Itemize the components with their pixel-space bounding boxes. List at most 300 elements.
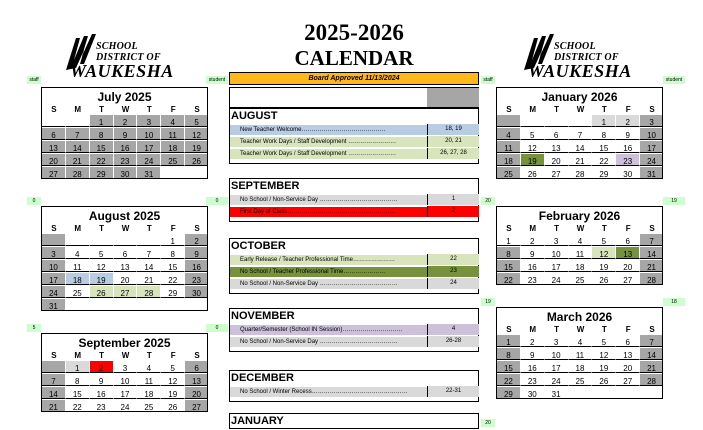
calendar-day bbox=[161, 299, 185, 311]
calendar-day bbox=[640, 387, 663, 399]
calendar-day: 23 bbox=[521, 374, 545, 386]
calendar-day: 21 bbox=[137, 273, 161, 285]
calendar-month-title: March 2026 bbox=[546, 310, 613, 324]
calendar-day: 26 bbox=[185, 154, 208, 166]
calendar-day: 30 bbox=[114, 167, 138, 179]
calendar-day: 26 bbox=[592, 374, 616, 386]
board-approved-banner bbox=[229, 72, 479, 85]
weekday-header: M bbox=[529, 105, 537, 114]
calendar-day: 24 bbox=[640, 154, 663, 166]
calendar-day: 3 bbox=[640, 115, 663, 127]
calendar-day: 30 bbox=[185, 286, 208, 298]
calendar-day: 11 bbox=[569, 348, 593, 360]
calendar-day: 12 bbox=[592, 348, 616, 360]
weekday-header: F bbox=[170, 351, 176, 360]
page-title-calendar: CALENDAR bbox=[294, 46, 414, 70]
event-label: No School / Winter Recess………………………………………… bbox=[230, 386, 427, 397]
weekday-header: S bbox=[649, 105, 655, 114]
calendar-day: 19 bbox=[161, 387, 185, 399]
calendar-day: 16 bbox=[521, 361, 545, 373]
student-count: 0 bbox=[206, 197, 228, 205]
calendar-day: 12 bbox=[161, 374, 185, 386]
calendar-day: 26 bbox=[521, 167, 545, 179]
calendar-day: 18 bbox=[137, 387, 161, 399]
staff-count: 20 bbox=[481, 197, 495, 205]
calendar-day: 15 bbox=[90, 141, 114, 153]
calendar-day: 20 bbox=[42, 154, 66, 166]
calendar-day: 6 bbox=[185, 361, 208, 373]
calendar-day: 4 bbox=[569, 234, 593, 246]
weekday-header: S bbox=[194, 351, 200, 360]
calendar-day: 11 bbox=[137, 374, 161, 386]
calendar-day bbox=[592, 387, 616, 399]
weekday-header: F bbox=[625, 105, 631, 114]
calendar-day: 2 bbox=[616, 115, 640, 127]
calendar-day: 13 bbox=[616, 348, 640, 360]
logo-line-3: WAUKESHA bbox=[70, 61, 174, 81]
calendar-day bbox=[137, 234, 161, 246]
calendar-day: 15 bbox=[497, 260, 521, 272]
calendar-day: 22 bbox=[497, 374, 521, 386]
calendar-day: 3 bbox=[545, 335, 569, 347]
calendar-day: 14 bbox=[42, 387, 66, 399]
calendar-day: 18 bbox=[66, 273, 90, 285]
calendar-day bbox=[185, 299, 208, 311]
calendar-day: 23 bbox=[90, 400, 114, 412]
weekday-header: W bbox=[121, 105, 130, 114]
calendar-day: 13 bbox=[616, 247, 640, 259]
calendar-day: 3 bbox=[114, 361, 138, 373]
calendar-day: 31 bbox=[42, 299, 66, 311]
weekday-header: W bbox=[121, 351, 130, 360]
event-section-title: SEPTEMBER bbox=[231, 180, 300, 192]
calendar-day: 7 bbox=[640, 234, 663, 246]
staff-label: staff bbox=[27, 76, 41, 84]
weekday-header: T bbox=[99, 105, 105, 114]
student-count: 0 bbox=[206, 324, 228, 332]
weekday-header: T bbox=[146, 224, 152, 233]
calendar-day bbox=[569, 115, 593, 127]
event-section bbox=[229, 308, 479, 352]
calendar-day: 4 bbox=[161, 115, 185, 127]
weekday-header: F bbox=[170, 224, 176, 233]
calendar-day bbox=[545, 115, 569, 127]
weekday-header: M bbox=[74, 105, 82, 114]
calendar-day: 9 bbox=[521, 348, 545, 360]
event-label: Early Release / Teacher Professional Time………………… bbox=[230, 254, 427, 265]
weekday-header: M bbox=[74, 224, 82, 233]
calendar-day: 23 bbox=[114, 154, 138, 166]
calendar-day: 1 bbox=[497, 234, 521, 246]
calendar-day: 25 bbox=[66, 286, 90, 298]
calendar-day: 25 bbox=[569, 273, 593, 285]
calendar-day: 17 bbox=[545, 361, 569, 373]
calendar-day: 13 bbox=[185, 374, 208, 386]
calendar-day: 23 bbox=[521, 273, 545, 285]
calendar-day: 4 bbox=[569, 335, 593, 347]
calendar-day: 28 bbox=[640, 374, 663, 386]
calendar-day: 18 bbox=[569, 361, 593, 373]
event-label: No School / Non-Service Day ………………………………… bbox=[230, 336, 427, 347]
calendar-month-title: July 2025 bbox=[97, 90, 152, 104]
calendar-day: 3 bbox=[545, 234, 569, 246]
weekday-header: S bbox=[506, 105, 512, 114]
calendar-day: 25 bbox=[569, 374, 593, 386]
weekday-header: W bbox=[576, 105, 585, 114]
calendar-day: 6 bbox=[545, 128, 569, 140]
calendar-day: 12 bbox=[90, 260, 114, 272]
calendar-day: 26 bbox=[90, 286, 114, 298]
calendar-day: 23 bbox=[185, 273, 208, 285]
calendar-day: 10 bbox=[114, 374, 138, 386]
weekday-header: T bbox=[554, 325, 560, 334]
logo-line-1: SCHOOL bbox=[96, 41, 138, 52]
calendar-day: 7 bbox=[42, 374, 66, 386]
calendar-day: 6 bbox=[616, 335, 640, 347]
calendar-day: 18 bbox=[569, 260, 593, 272]
calendar-month-title: August 2025 bbox=[88, 209, 161, 223]
event-dates: 4 bbox=[427, 324, 479, 335]
weekday-header: T bbox=[146, 105, 152, 114]
calendar-day: 8 bbox=[66, 374, 90, 386]
calendar-day: 31 bbox=[640, 167, 663, 179]
calendar-day: 3 bbox=[42, 247, 66, 259]
calendar-day: 5 bbox=[185, 115, 208, 127]
calendar-day bbox=[114, 234, 138, 246]
calendar-day: 15 bbox=[66, 387, 90, 399]
event-section-title: OCTOBER bbox=[231, 240, 286, 252]
calendar-day: 7 bbox=[66, 128, 90, 140]
calendar-day: 26 bbox=[161, 400, 185, 412]
event-section bbox=[229, 413, 479, 429]
calendar-month-title: January 2026 bbox=[541, 90, 618, 104]
calendar-day: 16 bbox=[521, 260, 545, 272]
mini-calendar bbox=[496, 206, 663, 285]
calendar-day: 28 bbox=[569, 167, 593, 179]
calendar-day bbox=[66, 299, 90, 311]
calendar-day: 5 bbox=[592, 234, 616, 246]
staff-count: 0 bbox=[27, 197, 41, 205]
event-section-title: DECEMBER bbox=[231, 372, 294, 384]
calendar-day bbox=[66, 234, 90, 246]
weekday-header: T bbox=[601, 325, 607, 334]
calendar-day: 8 bbox=[90, 128, 114, 140]
calendar-day: 27 bbox=[545, 167, 569, 179]
calendar-day bbox=[616, 387, 640, 399]
calendar-day: 1 bbox=[497, 335, 521, 347]
calendar-day: 27 bbox=[185, 400, 208, 412]
event-dates: 20, 21 bbox=[427, 136, 479, 147]
calendar-day bbox=[90, 299, 114, 311]
calendar-day bbox=[114, 299, 138, 311]
calendar-day: 29 bbox=[497, 387, 521, 399]
calendar-day: 9 bbox=[114, 128, 138, 140]
calendar-day: 15 bbox=[592, 141, 616, 153]
calendar-day: 1 bbox=[90, 115, 114, 127]
calendar-day: 24 bbox=[137, 154, 161, 166]
logo-line-1: SCHOOL bbox=[554, 41, 596, 52]
event-dates: 26-28 bbox=[427, 336, 479, 347]
events-header-row bbox=[229, 87, 479, 108]
calendar-day: 17 bbox=[42, 273, 66, 285]
calendar-day: 2 bbox=[185, 234, 208, 246]
calendar-day: 10 bbox=[545, 348, 569, 360]
staff-count: 19 bbox=[481, 298, 495, 306]
calendar-day: 20 bbox=[616, 361, 640, 373]
weekday-header: W bbox=[576, 224, 585, 233]
calendar-day: 16 bbox=[616, 141, 640, 153]
calendar-day: 25 bbox=[161, 154, 185, 166]
calendar-day: 18 bbox=[161, 141, 185, 153]
event-section bbox=[229, 238, 479, 294]
logo-line-2: DISTRICT OF bbox=[554, 52, 619, 63]
calendar-day: 22 bbox=[66, 400, 90, 412]
calendar-day: 24 bbox=[545, 273, 569, 285]
calendar-day: 17 bbox=[545, 260, 569, 272]
calendar-day: 24 bbox=[545, 374, 569, 386]
calendar-day: 29 bbox=[161, 286, 185, 298]
calendar-day: 24 bbox=[42, 286, 66, 298]
calendar-day: 27 bbox=[114, 286, 138, 298]
calendar-day: 9 bbox=[521, 247, 545, 259]
calendar-day: 11 bbox=[497, 141, 521, 153]
calendar-day: 14 bbox=[66, 141, 90, 153]
weekday-header: T bbox=[554, 105, 560, 114]
weekday-header: W bbox=[121, 224, 130, 233]
event-section-title: AUGUST bbox=[231, 110, 278, 122]
event-dates: 23 bbox=[427, 266, 479, 277]
calendar-day: 17 bbox=[114, 387, 138, 399]
calendar-day: 27 bbox=[616, 273, 640, 285]
calendar-day: 22 bbox=[161, 273, 185, 285]
events-header-date-cell bbox=[427, 88, 479, 107]
calendar-day: 31 bbox=[545, 387, 569, 399]
calendar-day: 19 bbox=[90, 273, 114, 285]
calendar-day: 12 bbox=[521, 141, 545, 153]
calendar-day bbox=[521, 115, 545, 127]
calendar-day: 7 bbox=[569, 128, 593, 140]
weekday-header: T bbox=[99, 224, 105, 233]
calendar-day: 25 bbox=[137, 400, 161, 412]
calendar-day: 19 bbox=[592, 361, 616, 373]
calendar-day: 29 bbox=[90, 167, 114, 179]
calendar-day bbox=[90, 234, 114, 246]
calendar-day: 19 bbox=[592, 260, 616, 272]
calendar-day: 1 bbox=[66, 361, 90, 373]
weekday-header: S bbox=[51, 224, 57, 233]
staff-count: 20 bbox=[481, 419, 495, 427]
calendar-day: 29 bbox=[592, 167, 616, 179]
calendar-day: 28 bbox=[66, 167, 90, 179]
weekday-header: T bbox=[601, 224, 607, 233]
page-title-year: 2025-2026 bbox=[304, 20, 404, 45]
calendar-day bbox=[185, 167, 208, 179]
calendar-day: 20 bbox=[185, 387, 208, 399]
calendar-day: 7 bbox=[640, 335, 663, 347]
calendar-day bbox=[161, 167, 185, 179]
calendar-day: 22 bbox=[592, 154, 616, 166]
calendar-day: 6 bbox=[616, 234, 640, 246]
student-label: student bbox=[206, 76, 228, 84]
event-section-title: JANUARY bbox=[231, 415, 284, 427]
student-count: 18 bbox=[663, 298, 685, 306]
calendar-day bbox=[42, 115, 66, 127]
calendar-month-title: February 2026 bbox=[538, 209, 621, 223]
calendar-day: 4 bbox=[497, 128, 521, 140]
calendar-day: 14 bbox=[640, 348, 663, 360]
calendar-day: 28 bbox=[137, 286, 161, 298]
calendar-day: 16 bbox=[185, 260, 208, 272]
calendar-day: 6 bbox=[114, 247, 138, 259]
district-logo-right bbox=[520, 30, 655, 80]
calendar-day: 20 bbox=[545, 154, 569, 166]
event-section-title: NOVEMBER bbox=[231, 310, 295, 322]
weekday-header: S bbox=[194, 105, 200, 114]
calendar-day: 11 bbox=[569, 247, 593, 259]
calendar-day: 1 bbox=[161, 234, 185, 246]
calendar-day: 14 bbox=[137, 260, 161, 272]
event-dates: 26, 27, 28 bbox=[427, 148, 479, 159]
calendar-day: 10 bbox=[42, 260, 66, 272]
weekday-header: T bbox=[99, 351, 105, 360]
event-dates: 2 bbox=[427, 206, 479, 217]
calendar-day: 19 bbox=[185, 141, 208, 153]
calendar-day: 5 bbox=[90, 247, 114, 259]
calendar-day: 18 bbox=[497, 154, 521, 166]
weekday-header: S bbox=[51, 351, 57, 360]
calendar-day: 21 bbox=[66, 154, 90, 166]
mini-calendar bbox=[496, 87, 663, 179]
event-label: First Day of Class……………………………………………… bbox=[230, 206, 427, 217]
calendar-day: 11 bbox=[161, 128, 185, 140]
staff-count: 5 bbox=[27, 324, 41, 332]
calendar-day: 20 bbox=[114, 273, 138, 285]
calendar-day: 12 bbox=[185, 128, 208, 140]
calendar-day: 4 bbox=[137, 361, 161, 373]
calendar-day: 31 bbox=[137, 167, 161, 179]
event-dates: 18, 19 bbox=[427, 124, 479, 135]
calendar-day: 20 bbox=[616, 260, 640, 272]
calendar-day: 27 bbox=[42, 167, 66, 179]
mini-calendar bbox=[41, 333, 208, 412]
calendar-day: 26 bbox=[592, 273, 616, 285]
weekday-header: F bbox=[625, 325, 631, 334]
event-dates: 22-31 bbox=[427, 386, 479, 397]
weekday-header: F bbox=[170, 105, 176, 114]
calendar-day bbox=[42, 234, 66, 246]
event-section bbox=[229, 108, 479, 164]
calendar-day: 22 bbox=[90, 154, 114, 166]
weekday-header: M bbox=[529, 224, 537, 233]
event-label: Teacher Work Days / Staff Development …………………… bbox=[230, 148, 427, 159]
board-approved-text: Board Approved 11/13/2024 bbox=[308, 75, 400, 82]
calendar-day: 13 bbox=[545, 141, 569, 153]
mini-calendar bbox=[41, 206, 208, 311]
calendar-day: 23 bbox=[616, 154, 640, 166]
mini-calendar bbox=[41, 87, 208, 179]
calendar-month-title: September 2025 bbox=[78, 336, 171, 350]
calendar-day: 4 bbox=[66, 247, 90, 259]
calendar-day: 21 bbox=[640, 260, 663, 272]
logo-line-2: DISTRICT OF bbox=[96, 52, 161, 63]
calendar-day: 19 bbox=[521, 154, 545, 166]
weekday-header: W bbox=[576, 325, 585, 334]
weekday-header: S bbox=[194, 224, 200, 233]
weekday-header: S bbox=[649, 325, 655, 334]
event-dates: 24 bbox=[427, 278, 479, 289]
calendar-day: 28 bbox=[640, 273, 663, 285]
calendar-day: 27 bbox=[616, 374, 640, 386]
calendar-day: 30 bbox=[616, 167, 640, 179]
weekday-header: T bbox=[554, 224, 560, 233]
calendar-day: 14 bbox=[569, 141, 593, 153]
calendar-day: 17 bbox=[137, 141, 161, 153]
weekday-header: M bbox=[529, 325, 537, 334]
calendar-day: 13 bbox=[114, 260, 138, 272]
calendar-day: 5 bbox=[521, 128, 545, 140]
calendar-day: 12 bbox=[592, 247, 616, 259]
event-dates: 22 bbox=[427, 254, 479, 265]
calendar-day: 6 bbox=[42, 128, 66, 140]
calendar-day: 15 bbox=[497, 361, 521, 373]
calendar-day: 5 bbox=[592, 335, 616, 347]
weekday-header: S bbox=[506, 325, 512, 334]
calendar-day: 21 bbox=[640, 361, 663, 373]
calendar-day bbox=[66, 115, 90, 127]
calendar-day: 11 bbox=[66, 260, 90, 272]
event-label: No School / Non-Service Day ………………………………… bbox=[230, 278, 427, 289]
calendar-day: 25 bbox=[497, 167, 521, 179]
staff-label: staff bbox=[481, 76, 495, 84]
district-logo-left bbox=[62, 30, 197, 80]
calendar-day: 8 bbox=[497, 247, 521, 259]
calendar-day: 9 bbox=[616, 128, 640, 140]
weekday-header: M bbox=[74, 351, 82, 360]
calendar-day: 21 bbox=[569, 154, 593, 166]
calendar-day: 14 bbox=[640, 247, 663, 259]
event-label: No School / Teacher Professional Time………………… bbox=[230, 266, 427, 277]
calendar-day: 16 bbox=[114, 141, 138, 153]
calendar-day: 8 bbox=[161, 247, 185, 259]
event-dates: 1 bbox=[427, 194, 479, 205]
event-section bbox=[229, 370, 479, 402]
event-label: Quarter/Semester (School IN Session)………………………… bbox=[230, 324, 427, 335]
event-label: Teacher Work Days / Staff Development …………………… bbox=[230, 136, 427, 147]
calendar-day: 9 bbox=[185, 247, 208, 259]
calendar-day: 10 bbox=[545, 247, 569, 259]
weekday-header: T bbox=[146, 351, 152, 360]
calendar-day: 7 bbox=[137, 247, 161, 259]
calendar-day: 5 bbox=[161, 361, 185, 373]
calendar-day: 8 bbox=[497, 348, 521, 360]
event-label: New Teacher Welcome…………………………………… bbox=[230, 124, 427, 135]
calendar-day: 10 bbox=[137, 128, 161, 140]
calendar-day bbox=[137, 299, 161, 311]
calendar-day: 10 bbox=[640, 128, 663, 140]
weekday-header: S bbox=[506, 224, 512, 233]
logo-line-3: WAUKESHA bbox=[528, 61, 632, 81]
weekday-header: T bbox=[601, 105, 607, 114]
weekday-header: F bbox=[625, 224, 631, 233]
calendar-day: 2 bbox=[521, 234, 545, 246]
calendar-day: 1 bbox=[592, 115, 616, 127]
calendar-day: 30 bbox=[521, 387, 545, 399]
calendar-day: 2 bbox=[114, 115, 138, 127]
event-section bbox=[229, 178, 479, 222]
weekday-header: S bbox=[649, 224, 655, 233]
weekday-header: S bbox=[51, 105, 57, 114]
calendar-day: 2 bbox=[90, 361, 114, 373]
